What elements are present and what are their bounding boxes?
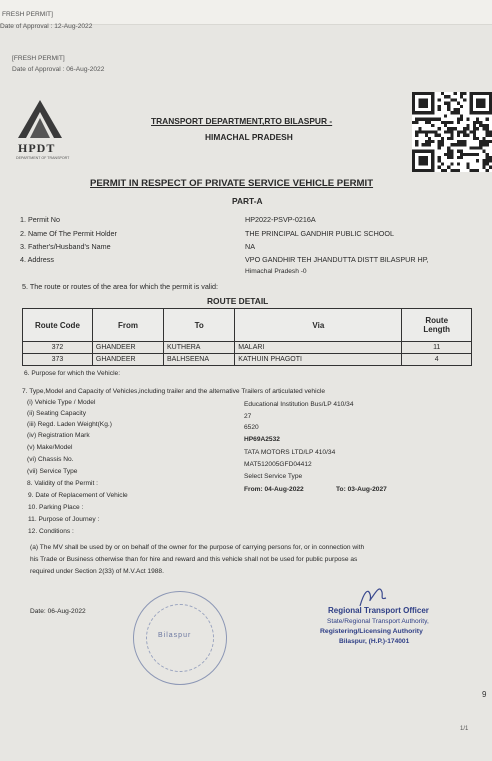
col-route-length (402, 309, 472, 342)
logo-subtext: DEPARTMENT OF TRANSPORT (16, 156, 70, 160)
vehicle-value: 27 (244, 413, 252, 420)
vehicle-label: (v) Make/Model (27, 444, 73, 451)
part-label: PART-A (232, 196, 263, 206)
top-stamp-1-date: Date of Approval : 12-Aug-2022 (0, 23, 93, 30)
col-via: Via (235, 309, 402, 342)
cell-from: GHANDEER (92, 354, 163, 366)
field-label: 4. Address (20, 255, 54, 264)
officer-address: Bilaspur, (H.P.)-174001 (339, 638, 410, 645)
cell-route-length: 4 (402, 354, 472, 366)
item-conditions: 12. Conditions : (28, 528, 74, 535)
top-stamp-2-date: Date of Approval : 06-Aug-2022 (12, 66, 105, 73)
vehicle-label: (iv) Registration Mark (27, 432, 90, 439)
field-label: 2. Name Of The Permit Holder (20, 229, 117, 238)
col-route-length-label: Route Length (423, 316, 451, 334)
cell-from: GHANDEER (92, 342, 163, 354)
vehicle-value: Educational Institution Bus/LP 410/34 (244, 401, 354, 408)
vehicle-label: (vi) Chassis No. (27, 456, 74, 463)
route-intro: 5. The route or routes of the area for which the permit is valid: (22, 282, 219, 291)
field-value: VPO GANDHIR TEH JHANDUTTA DISTT BILASPUR HP, (245, 255, 429, 264)
vehicle-value: HP69A2532 (244, 436, 280, 443)
logo-text: HPDT (18, 141, 56, 155)
dept-title: TRANSPORT DEPARTMENT,RTO BILASPUR - (151, 116, 333, 126)
address-line-2: Himachal Pradesh -0 (245, 268, 307, 275)
type-heading: 7. Type,Model and Capacity of Vehicles,including trailer and the alternative Trailers of articulated vehicle (22, 388, 325, 395)
col-from: From (92, 309, 163, 342)
item-parking: 10. Parking Place : (28, 504, 84, 511)
item-journey: 11. Purpose of Journey : (28, 516, 100, 523)
corner-mark: 1/1 (460, 726, 469, 732)
cell-route-length: 11 (402, 342, 472, 354)
condition-line: his Trade or Business otherwise than for hire and reward and this vehicle shall not be used for public purpose as (30, 556, 358, 563)
office-seal (133, 591, 227, 685)
vehicle-value: MAT512005GFD04412 (244, 461, 312, 468)
vehicle-value: Select Service Type (244, 473, 303, 480)
col-route-code: Route Code (23, 309, 93, 342)
prior-page-strip (0, 0, 492, 25)
validity-label: 8. Validity of the Permit : (27, 480, 98, 487)
officer-authority: State/Regional Transport Authority, (327, 618, 429, 625)
cell-via: KATHUIN PHAGOTI (235, 354, 402, 366)
condition-line: required under Section 2(33) of M.V.Act 1988. (30, 568, 164, 575)
purpose-line: 6. Purpose for which the Vehicle: (24, 370, 121, 377)
cell-route-code: 372 (23, 342, 93, 354)
route-table (22, 308, 472, 366)
validity-to: To: 03-Aug-2027 (336, 486, 387, 493)
field-label: 1. Permit No (20, 215, 60, 224)
vehicle-label: (vii) Service Type (27, 468, 78, 475)
table-header-row (23, 309, 472, 342)
table-row (23, 342, 472, 354)
route-heading: ROUTE DETAIL (207, 296, 269, 306)
issue-date: Date: 06-Aug-2022 (30, 608, 86, 615)
validity-from: From: 04-Aug-2022 (244, 486, 304, 493)
seal-text: Bilaspur (158, 632, 192, 639)
cell-to: BALHSEENA (164, 354, 235, 366)
field-label: 3. Father's/Husband's Name (20, 242, 111, 251)
vehicle-label: (iii) Regd. Laden Weight(Kg.) (27, 421, 112, 428)
cell-to: KUTHERA (164, 342, 235, 354)
vehicle-value: TATA MOTORS LTD/LP 410/34 (244, 449, 336, 456)
condition-line: (a) The MV shall be used by or on behalf of the owner for the purpose of carrying persons for, or in connection with (30, 544, 365, 551)
permit-title: PERMIT IN RESPECT OF PRIVATE SERVICE VEHICLE PERMIT (90, 178, 374, 189)
hpdt-logo (14, 98, 70, 164)
page-number-mark: 9 (482, 690, 487, 699)
vehicle-value: 6520 (244, 424, 259, 431)
field-value: HP2022-PSVP-0216A (245, 215, 316, 224)
cell-route-code: 373 (23, 354, 93, 366)
field-value: THE PRINCIPAL GANDHIR PUBLIC SCHOOL (245, 229, 394, 238)
item-replacement: 9. Date of Replacement of Vehicle (28, 492, 128, 499)
vehicle-label: (ii) Seating Capacity (27, 410, 87, 417)
vehicle-label: (i) Vehicle Type / Model (27, 399, 96, 406)
table-row (23, 354, 472, 366)
dept-state: HIMACHAL PRADESH (205, 132, 293, 142)
officer-title: Regional Transport Officer (328, 606, 429, 615)
officer-licensing: Registering/Licensing Authority (320, 628, 423, 635)
qr-code-icon (412, 92, 492, 172)
cell-via: MALARI (235, 342, 402, 354)
hpdt-emblem-icon (14, 98, 66, 142)
col-to: To (164, 309, 235, 342)
top-stamp-1: FRESH PERMIT] (2, 11, 53, 18)
field-value: NA (245, 242, 255, 251)
top-stamp-2: [FRESH PERMIT] (12, 55, 65, 62)
